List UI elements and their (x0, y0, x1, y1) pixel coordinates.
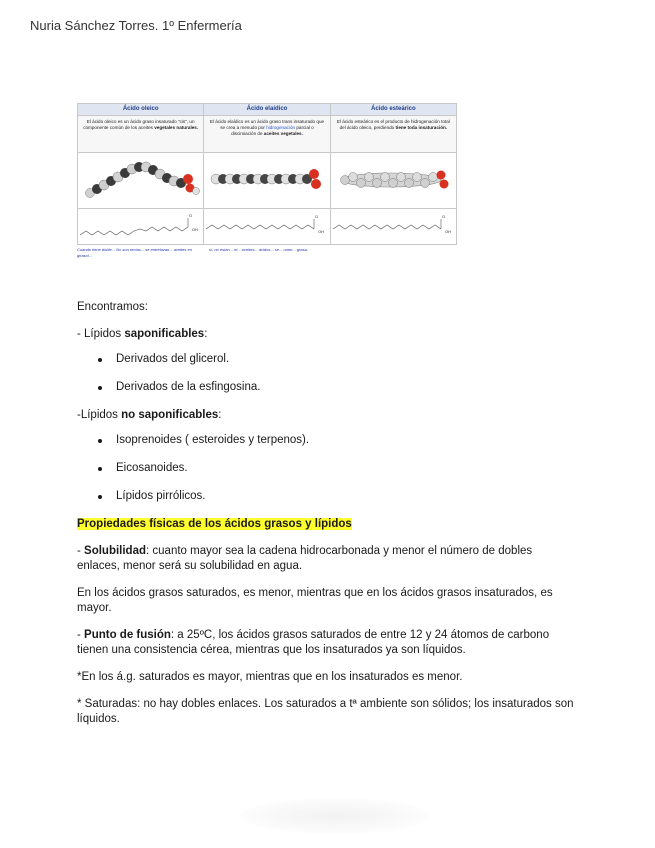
group1-heading: - Lípidos saponificables: (77, 328, 208, 340)
list-item: Derivados de la esfingosina. (77, 380, 577, 395)
svg-text:O: O (189, 213, 193, 218)
intro-text: Encontramos: (77, 301, 148, 313)
document-header: Nuria Sánchez Torres. 1º Enfermería (30, 18, 242, 33)
oleic-molecule-model (78, 153, 204, 203)
model-elaidic (204, 153, 330, 209)
skeletal-stearic (330, 209, 456, 245)
saturated-note-paragraph: * Saturadas: no hay dobles enlaces. Los saturados a tª ambiente son sólidos; los insaturados son líquidos. (77, 698, 574, 725)
model-stearic (330, 153, 456, 209)
stearic-molecule-model (331, 153, 457, 203)
column-title-elaidic: Ácido elaídico (204, 104, 330, 116)
elaidic-skeletal-formula (204, 209, 330, 239)
melting-note-paragraph: *En los á.g. saturados es mayor, mientras que en los insaturados es menor. (77, 671, 463, 683)
handwritten-note-left: Cuando tiene doble... No son rectas... se entrelazan... aceites en girasol... (77, 247, 192, 258)
skeletal-oleic (78, 209, 204, 245)
page-smudge (240, 798, 430, 834)
saturated-solubility-paragraph: En los ácidos grasos saturados, es menor, mientras que en los ácidos grasos insaturados, es mayor. (77, 587, 553, 614)
fatty-acids-table (77, 103, 457, 245)
desc-elaidic: El ácido elaídico es un ácido graso trans insaturado que se crea a menudo por hidrogenación parcial o discimiación de aceites vegetales. (204, 116, 330, 153)
column-title-stearic: Ácido esteárico (330, 104, 456, 116)
solubility-paragraph: - Solubilidad: cuanto mayor sea la cadena hidrocarbonada y menor el número de dobles enlaces, menor será su solubilidad en agua. (77, 545, 533, 572)
elaidic-molecule-model (204, 153, 330, 203)
fatty-acids-figure (77, 103, 457, 263)
document-body (77, 300, 577, 739)
melting-point-paragraph: - Punto de fusión: a 25ºC, los ácidos grasos saturados de entre 12 y 24 átomos de carbono tienen una consistencia cérea, mientras que los insaturados ya son líquidos. (77, 629, 550, 656)
hydrogenation-link[interactable]: hidrogenación (266, 125, 296, 131)
svg-text:O: O (441, 214, 445, 219)
handwritten-note-middle: sí, no están... el... aceites... ácidos... se... unen... grasa. (209, 247, 308, 252)
list-item: Lípidos pirrólicos. (77, 489, 577, 504)
stearic-skeletal-formula (331, 209, 457, 239)
elaidic-oh-label: OH (318, 229, 325, 234)
svg-text:O: O (315, 214, 319, 219)
oleic-oh-label: OH (192, 227, 198, 232)
model-oleic (78, 153, 204, 209)
oleic-skeletal-formula (78, 209, 204, 239)
group1-list (77, 352, 577, 395)
stearic-oh-label: OH (444, 229, 451, 234)
desc-stearic: El ácido esteárico es el producto de hidrogenación total del ácido oleico, perdiendo tiene toda insaturación. (330, 116, 456, 153)
group2-list (77, 433, 577, 504)
section-title: Propiedades físicas de los ácidos grasos y lípidos (77, 518, 352, 530)
list-item: Eicosanoides. (77, 461, 577, 476)
skeletal-elaidic (204, 209, 330, 245)
desc-oleic: El ácido oleico es un ácido graso insaturado "cis", un componente común de los aceites vegetales naturales. (78, 116, 204, 153)
group2-heading: -Lípidos no saponificables: (77, 409, 222, 421)
list-item: Isoprenoides ( esteroides y terpenos). (77, 433, 577, 448)
handwritten-notes (77, 245, 457, 261)
list-item: Derivados del glicerol. (77, 352, 577, 367)
column-title-oleic: Ácido oleico (78, 104, 204, 116)
